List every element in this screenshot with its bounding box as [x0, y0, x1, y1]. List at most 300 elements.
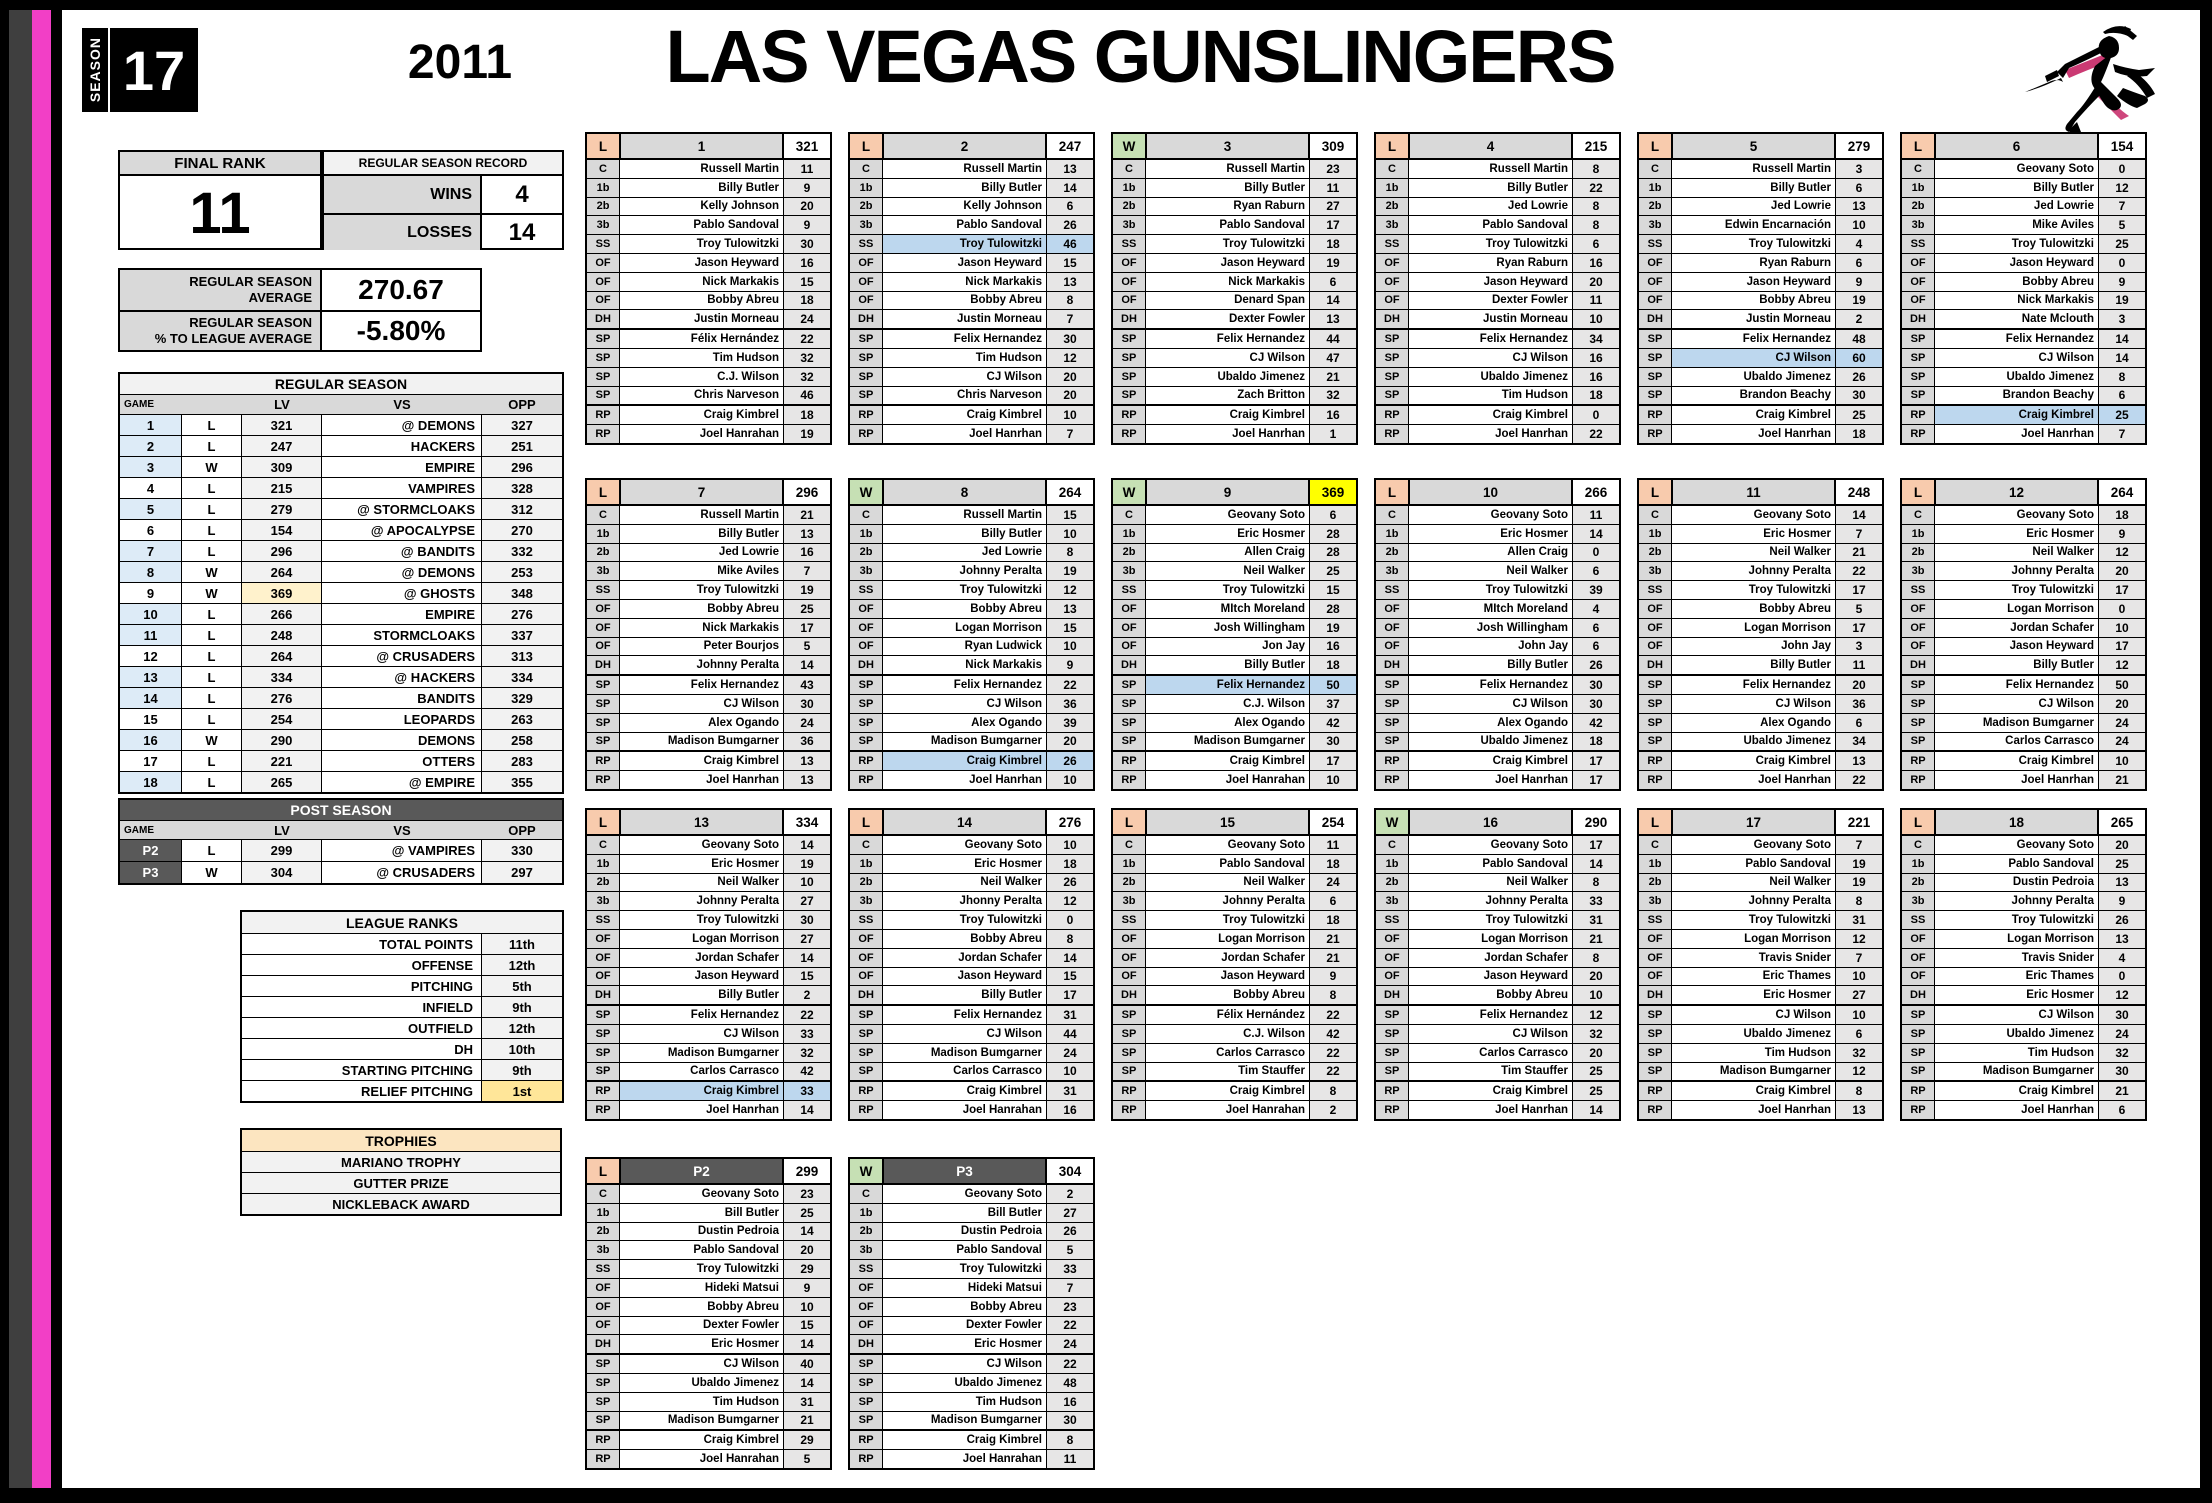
position-cell[interactable]: 1b: [1376, 179, 1409, 197]
position-cell[interactable]: SP: [1376, 733, 1409, 751]
position-cell[interactable]: OF: [587, 273, 620, 291]
position-cell[interactable]: OF: [850, 1279, 883, 1297]
player-name-cell[interactable]: Tim Hudson: [1409, 387, 1573, 405]
points-cell[interactable]: 22: [1836, 771, 1882, 789]
opp-score-cell[interactable]: 355: [482, 772, 562, 792]
position-cell[interactable]: SP: [850, 695, 883, 713]
player-name-cell[interactable]: Tim Hudson: [1672, 1044, 1836, 1062]
position-cell[interactable]: SP: [850, 1374, 883, 1392]
points-cell[interactable]: 19: [1310, 254, 1356, 272]
points-cell[interactable]: 15: [1047, 254, 1093, 272]
position-cell[interactable]: SP: [1902, 1044, 1935, 1062]
points-cell[interactable]: 6: [1310, 506, 1356, 524]
position-cell[interactable]: OF: [850, 1298, 883, 1316]
points-cell[interactable]: 16: [1573, 368, 1619, 386]
player-name-cell[interactable]: Craig Kimbrel: [620, 1431, 784, 1449]
points-cell[interactable]: 19: [1836, 292, 1882, 310]
player-name-cell[interactable]: Joel Hanrhan: [1672, 1101, 1836, 1119]
player-name-cell[interactable]: Craig Kimbrel: [1935, 406, 2099, 424]
position-cell[interactable]: SS: [587, 235, 620, 253]
player-name-cell[interactable]: Logan Morrison: [620, 930, 784, 948]
points-cell[interactable]: 20: [2099, 695, 2145, 713]
points-cell[interactable]: 33: [784, 1082, 830, 1100]
player-name-cell[interactable]: Ubaldo Jimenez: [1409, 368, 1573, 386]
position-cell[interactable]: C: [1113, 160, 1146, 178]
points-cell[interactable]: 18: [2099, 506, 2145, 524]
position-cell[interactable]: SP: [1376, 714, 1409, 732]
player-name-cell[interactable]: Troy Tulowitzki: [1935, 911, 2099, 929]
position-cell[interactable]: RP: [850, 1450, 883, 1468]
position-cell[interactable]: OF: [1639, 292, 1672, 310]
opponent-cell[interactable]: HACKERS: [322, 436, 482, 456]
points-cell[interactable]: 17: [1573, 771, 1619, 789]
player-name-cell[interactable]: Felix Hernandez: [620, 676, 784, 694]
points-cell[interactable]: 20: [784, 198, 830, 216]
player-name-cell[interactable]: Craig Kimbrel: [1672, 406, 1836, 424]
position-cell[interactable]: RP: [850, 1101, 883, 1119]
player-name-cell[interactable]: Dustin Pedroia: [883, 1223, 1047, 1241]
player-name-cell[interactable]: Russell Martin: [883, 506, 1047, 524]
points-cell[interactable]: 25: [1573, 1063, 1619, 1081]
player-name-cell[interactable]: Tim Hudson: [1935, 1044, 2099, 1062]
player-name-cell[interactable]: Justin Morneau: [883, 310, 1047, 328]
player-name-cell[interactable]: Joel Hanrahan: [1146, 771, 1310, 789]
position-cell[interactable]: OF: [850, 254, 883, 272]
position-cell[interactable]: SP: [587, 733, 620, 751]
avg-value[interactable]: 270.67: [358, 274, 444, 305]
player-name-cell[interactable]: Nick Markakis: [883, 273, 1047, 291]
game-number-cell[interactable]: 6: [1936, 134, 2099, 158]
player-name-cell[interactable]: Jason Heyward: [1146, 968, 1310, 986]
points-cell[interactable]: 13: [784, 771, 830, 789]
opponent-cell[interactable]: @ STORMCLOAKS: [322, 499, 482, 519]
result-cell[interactable]: L: [182, 751, 242, 771]
opp-score-cell[interactable]: 297: [482, 862, 562, 883]
points-cell[interactable]: 15: [1310, 581, 1356, 599]
points-cell[interactable]: 14: [784, 656, 830, 674]
points-cell[interactable]: 0: [2099, 160, 2145, 178]
rank-value-cell[interactable]: 10th: [482, 1039, 562, 1059]
player-name-cell[interactable]: Mike Aviles: [620, 562, 784, 580]
points-cell[interactable]: 5: [1836, 600, 1882, 618]
position-cell[interactable]: SP: [587, 387, 620, 405]
points-cell[interactable]: 7: [2099, 198, 2145, 216]
result-cell[interactable]: L: [587, 134, 621, 158]
player-name-cell[interactable]: Brandon Beachy: [1672, 387, 1836, 405]
points-cell[interactable]: 25: [784, 600, 830, 618]
points-cell[interactable]: 23: [1310, 160, 1356, 178]
player-name-cell[interactable]: Troy Tulowitzki: [620, 1260, 784, 1278]
position-cell[interactable]: SS: [1376, 911, 1409, 929]
position-cell[interactable]: 1b: [1376, 525, 1409, 543]
result-cell[interactable]: L: [182, 625, 242, 645]
points-cell[interactable]: 34: [1573, 330, 1619, 348]
result-cell[interactable]: W: [182, 862, 242, 883]
player-name-cell[interactable]: Chris Narveson: [620, 387, 784, 405]
points-cell[interactable]: 18: [1573, 387, 1619, 405]
player-name-cell[interactable]: Geovany Soto: [1146, 836, 1310, 854]
points-cell[interactable]: 24: [2099, 714, 2145, 732]
points-cell[interactable]: 42: [784, 1063, 830, 1081]
position-cell[interactable]: RP: [1376, 1082, 1409, 1100]
player-name-cell[interactable]: Jason Heyward: [620, 254, 784, 272]
player-name-cell[interactable]: Dustin Pedroia: [620, 1223, 784, 1241]
result-cell[interactable]: L: [1902, 134, 1936, 158]
points-cell[interactable]: 48: [1047, 1374, 1093, 1392]
result-cell[interactable]: L: [850, 134, 884, 158]
col-game[interactable]: GAME: [124, 824, 154, 836]
position-cell[interactable]: RP: [1376, 752, 1409, 770]
position-cell[interactable]: SP: [1113, 1006, 1146, 1024]
position-cell[interactable]: OF: [1113, 619, 1146, 637]
player-name-cell[interactable]: Jordan Schafer: [883, 949, 1047, 967]
player-name-cell[interactable]: Dexter Fowler: [883, 1317, 1047, 1335]
position-cell[interactable]: OF: [587, 930, 620, 948]
position-cell[interactable]: OF: [1902, 930, 1935, 948]
position-cell[interactable]: DH: [1902, 310, 1935, 328]
rank-value-cell[interactable]: 12th: [482, 1018, 562, 1038]
player-name-cell[interactable]: Eric Hosmer: [883, 855, 1047, 873]
lv-score-cell[interactable]: 264: [242, 646, 322, 666]
player-name-cell[interactable]: Neil Walker: [1672, 874, 1836, 892]
points-cell[interactable]: 7: [784, 562, 830, 580]
position-cell[interactable]: OF: [850, 292, 883, 310]
position-cell[interactable]: SP: [1113, 368, 1146, 386]
player-name-cell[interactable]: Pablo Sandoval: [1672, 855, 1836, 873]
points-cell[interactable]: 24: [1047, 1335, 1093, 1353]
position-cell[interactable]: SP: [1639, 1044, 1672, 1062]
position-cell[interactable]: SP: [1902, 676, 1935, 694]
position-cell[interactable]: SP: [1113, 387, 1146, 405]
player-name-cell[interactable]: Billy Butler: [1672, 179, 1836, 197]
position-cell[interactable]: SP: [1376, 349, 1409, 367]
points-cell[interactable]: 28: [1310, 544, 1356, 562]
player-name-cell[interactable]: Troy Tulowitzki: [1672, 911, 1836, 929]
points-cell[interactable]: 22: [1047, 1355, 1093, 1373]
game-number-cell[interactable]: 3: [1147, 134, 1310, 158]
player-name-cell[interactable]: Madison Bumgarner: [620, 1412, 784, 1430]
player-name-cell[interactable]: Bobby Abreu: [1672, 600, 1836, 618]
opp-score-cell[interactable]: 329: [482, 688, 562, 708]
player-name-cell[interactable]: Joel Hanrhan: [1935, 1101, 2099, 1119]
opponent-cell[interactable]: @ CRUSADERS: [322, 862, 482, 883]
points-cell[interactable]: 29: [784, 1431, 830, 1449]
position-cell[interactable]: C: [1639, 160, 1672, 178]
game-score-cell[interactable]: 304: [1047, 1159, 1093, 1183]
result-cell[interactable]: W: [182, 562, 242, 582]
points-cell[interactable]: 30: [1573, 676, 1619, 694]
position-cell[interactable]: SP: [587, 676, 620, 694]
points-cell[interactable]: 14: [2099, 330, 2145, 348]
position-cell[interactable]: 3b: [587, 216, 620, 234]
points-cell[interactable]: 24: [784, 310, 830, 328]
points-cell[interactable]: 40: [784, 1355, 830, 1373]
points-cell[interactable]: 10: [2099, 752, 2145, 770]
opp-score-cell[interactable]: 270: [482, 520, 562, 540]
player-name-cell[interactable]: CJ Wilson: [1935, 695, 2099, 713]
position-cell[interactable]: OF: [850, 273, 883, 291]
game-score-cell[interactable]: 215: [1573, 134, 1619, 158]
position-cell[interactable]: 1b: [587, 855, 620, 873]
points-cell[interactable]: 31: [1573, 911, 1619, 929]
position-cell[interactable]: RP: [1902, 771, 1935, 789]
position-cell[interactable]: OF: [1639, 273, 1672, 291]
points-cell[interactable]: 14: [1573, 525, 1619, 543]
player-name-cell[interactable]: Geovany Soto: [1146, 506, 1310, 524]
position-cell[interactable]: SP: [1376, 1063, 1409, 1081]
position-cell[interactable]: SP: [850, 1355, 883, 1373]
player-name-cell[interactable]: Billy Butler: [883, 986, 1047, 1004]
points-cell[interactable]: 10: [1047, 771, 1093, 789]
player-name-cell[interactable]: Jason Heyward: [883, 254, 1047, 272]
player-name-cell[interactable]: Jed Lowrie: [883, 544, 1047, 562]
points-cell[interactable]: 20: [1573, 273, 1619, 291]
position-cell[interactable]: OF: [1639, 968, 1672, 986]
game-number-cell[interactable]: 17: [1673, 810, 1836, 834]
points-cell[interactable]: 17: [1047, 986, 1093, 1004]
col-vs[interactable]: VS: [393, 822, 411, 838]
points-cell[interactable]: 18: [784, 292, 830, 310]
player-name-cell[interactable]: Bobby Abreu: [620, 1298, 784, 1316]
position-cell[interactable]: RP: [1113, 406, 1146, 424]
points-cell[interactable]: 19: [784, 855, 830, 873]
points-cell[interactable]: 27: [784, 892, 830, 910]
player-name-cell[interactable]: Joel Hanrhan: [1409, 1101, 1573, 1119]
points-cell[interactable]: 30: [784, 911, 830, 929]
game-score-cell[interactable]: 321: [784, 134, 830, 158]
player-name-cell[interactable]: Felix Hernandez: [1672, 676, 1836, 694]
player-name-cell[interactable]: Ubaldo Jimenez: [1935, 1025, 2099, 1043]
col-opp[interactable]: OPP: [508, 822, 536, 838]
losses-label[interactable]: LOSSES: [324, 215, 482, 250]
position-cell[interactable]: SP: [1902, 368, 1935, 386]
position-cell[interactable]: SP: [1113, 1063, 1146, 1081]
points-cell[interactable]: 8: [1047, 544, 1093, 562]
player-name-cell[interactable]: Bobby Abreu: [1672, 292, 1836, 310]
points-cell[interactable]: 21: [1310, 949, 1356, 967]
game-number-cell[interactable]: 2: [884, 134, 1047, 158]
position-cell[interactable]: SP: [1639, 733, 1672, 751]
game-number-cell[interactable]: 3: [120, 457, 182, 477]
player-name-cell[interactable]: Tim Hudson: [620, 349, 784, 367]
points-cell[interactable]: 30: [2099, 1006, 2145, 1024]
position-cell[interactable]: C: [1376, 506, 1409, 524]
player-name-cell[interactable]: Russell Martin: [883, 160, 1047, 178]
player-name-cell[interactable]: Neil Walker: [1409, 562, 1573, 580]
player-name-cell[interactable]: Craig Kimbrel: [620, 406, 784, 424]
player-name-cell[interactable]: Peter Bourjos: [620, 638, 784, 656]
player-name-cell[interactable]: Jason Heyward: [883, 968, 1047, 986]
position-cell[interactable]: 1b: [1902, 179, 1935, 197]
player-name-cell[interactable]: Craig Kimbrel: [1935, 1082, 2099, 1100]
player-name-cell[interactable]: Madison Bumgarner: [620, 733, 784, 751]
points-cell[interactable]: 12: [2099, 986, 2145, 1004]
position-cell[interactable]: 1b: [587, 1204, 620, 1222]
points-cell[interactable]: 30: [1310, 733, 1356, 751]
player-name-cell[interactable]: Félix Hernández: [1146, 1006, 1310, 1024]
opponent-cell[interactable]: @ DEMONS: [322, 415, 482, 435]
player-name-cell[interactable]: Geovany Soto: [1672, 506, 1836, 524]
game-number-cell[interactable]: 12: [120, 646, 182, 666]
position-cell[interactable]: SP: [850, 714, 883, 732]
points-cell[interactable]: 17: [2099, 581, 2145, 599]
player-name-cell[interactable]: John Jay: [1409, 638, 1573, 656]
player-name-cell[interactable]: Craig Kimbrel: [620, 752, 784, 770]
rank-value-cell[interactable]: 5th: [482, 976, 562, 996]
wins-value[interactable]: 4: [515, 180, 529, 208]
player-name-cell[interactable]: Felix Hernandez: [620, 1006, 784, 1024]
points-cell[interactable]: 8: [1573, 949, 1619, 967]
player-name-cell[interactable]: Ubaldo Jimenez: [1672, 368, 1836, 386]
pct-value[interactable]: -5.80%: [356, 315, 446, 346]
position-cell[interactable]: 2b: [850, 198, 883, 216]
points-cell[interactable]: 13: [1047, 600, 1093, 618]
position-cell[interactable]: 3b: [850, 216, 883, 234]
points-cell[interactable]: 12: [2099, 179, 2145, 197]
lv-score-cell[interactable]: 265: [242, 772, 322, 792]
position-cell[interactable]: RP: [1376, 425, 1409, 443]
points-cell[interactable]: 5: [784, 638, 830, 656]
points-cell[interactable]: 9: [784, 1279, 830, 1297]
points-cell[interactable]: 12: [1047, 892, 1093, 910]
position-cell[interactable]: RP: [587, 1082, 620, 1100]
points-cell[interactable]: 21: [1573, 930, 1619, 948]
player-name-cell[interactable]: CJ Wilson: [620, 1355, 784, 1373]
rank-value-cell[interactable]: 12th: [482, 955, 562, 975]
player-name-cell[interactable]: Jed Lowrie: [1935, 198, 2099, 216]
position-cell[interactable]: C: [587, 1185, 620, 1203]
points-cell[interactable]: 39: [1573, 581, 1619, 599]
points-cell[interactable]: 30: [784, 235, 830, 253]
player-name-cell[interactable]: Johnny Peralta: [620, 656, 784, 674]
position-cell[interactable]: SP: [850, 330, 883, 348]
points-cell[interactable]: 20: [1047, 368, 1093, 386]
player-name-cell[interactable]: Carlos Carrasco: [1146, 1044, 1310, 1062]
points-cell[interactable]: 6: [1310, 273, 1356, 291]
player-name-cell[interactable]: Troy Tulowitzki: [883, 235, 1047, 253]
player-name-cell[interactable]: Billy Butler: [883, 179, 1047, 197]
points-cell[interactable]: 10: [1836, 216, 1882, 234]
player-name-cell[interactable]: Jason Heyward: [1935, 254, 2099, 272]
points-cell[interactable]: 9: [2099, 273, 2145, 291]
position-cell[interactable]: OF: [1113, 292, 1146, 310]
position-cell[interactable]: SP: [1639, 714, 1672, 732]
game-score-cell[interactable]: 276: [1047, 810, 1093, 834]
rank-value-cell[interactable]: 9th: [482, 1060, 562, 1080]
points-cell[interactable]: 16: [784, 254, 830, 272]
player-name-cell[interactable]: Billy Butler: [620, 986, 784, 1004]
player-name-cell[interactable]: Felix Hernandez: [1935, 676, 2099, 694]
points-cell[interactable]: 30: [2099, 1063, 2145, 1081]
points-cell[interactable]: 22: [1573, 425, 1619, 443]
points-cell[interactable]: 43: [784, 676, 830, 694]
player-name-cell[interactable]: Neil Walker: [883, 874, 1047, 892]
points-cell[interactable]: 14: [1836, 506, 1882, 524]
player-name-cell[interactable]: Craig Kimbrel: [1146, 406, 1310, 424]
player-name-cell[interactable]: Troy Tulowitzki: [1935, 581, 2099, 599]
player-name-cell[interactable]: Joel Hanrhan: [883, 425, 1047, 443]
position-cell[interactable]: OF: [850, 600, 883, 618]
points-cell[interactable]: 21: [784, 1412, 830, 1430]
opp-score-cell[interactable]: 337: [482, 625, 562, 645]
player-name-cell[interactable]: Logan Morrison: [1409, 930, 1573, 948]
position-cell[interactable]: RP: [587, 1101, 620, 1119]
points-cell[interactable]: 12: [1047, 349, 1093, 367]
position-cell[interactable]: SS: [1376, 581, 1409, 599]
position-cell[interactable]: RP: [850, 406, 883, 424]
player-name-cell[interactable]: Nick Markakis: [1146, 273, 1310, 291]
points-cell[interactable]: 10: [1047, 525, 1093, 543]
position-cell[interactable]: OF: [1376, 949, 1409, 967]
player-name-cell[interactable]: CJ Wilson: [883, 1025, 1047, 1043]
player-name-cell[interactable]: Geovany Soto: [1672, 836, 1836, 854]
player-name-cell[interactable]: Troy Tulowitzki: [883, 911, 1047, 929]
points-cell[interactable]: 30: [784, 695, 830, 713]
position-cell[interactable]: RP: [587, 425, 620, 443]
position-cell[interactable]: DH: [1376, 986, 1409, 1004]
position-cell[interactable]: OF: [587, 968, 620, 986]
points-cell[interactable]: 9: [2099, 525, 2145, 543]
player-name-cell[interactable]: Josh Willingham: [1409, 619, 1573, 637]
points-cell[interactable]: 19: [784, 425, 830, 443]
position-cell[interactable]: OF: [1113, 600, 1146, 618]
position-cell[interactable]: OF: [1113, 949, 1146, 967]
player-name-cell[interactable]: Russell Martin: [1146, 160, 1310, 178]
col-lv[interactable]: LV: [274, 397, 290, 412]
position-cell[interactable]: RP: [1113, 752, 1146, 770]
points-cell[interactable]: 21: [1310, 930, 1356, 948]
position-cell[interactable]: 2b: [587, 544, 620, 562]
col-opp[interactable]: OPP: [508, 397, 536, 412]
position-cell[interactable]: SP: [1113, 695, 1146, 713]
position-cell[interactable]: DH: [850, 656, 883, 674]
position-cell[interactable]: SP: [587, 1044, 620, 1062]
game-score-cell[interactable]: 334: [784, 810, 830, 834]
player-name-cell[interactable]: Troy Tulowitzki: [1146, 911, 1310, 929]
points-cell[interactable]: 20: [2099, 562, 2145, 580]
player-name-cell[interactable]: Ryan Ludwick: [883, 638, 1047, 656]
rank-label-cell[interactable]: TOTAL POINTS: [242, 934, 482, 954]
opp-score-cell[interactable]: 263: [482, 709, 562, 729]
position-cell[interactable]: 3b: [850, 1241, 883, 1259]
player-name-cell[interactable]: Geovany Soto: [883, 836, 1047, 854]
player-name-cell[interactable]: Billy Butler: [1935, 656, 2099, 674]
player-name-cell[interactable]: Pablo Sandoval: [620, 216, 784, 234]
points-cell[interactable]: 3: [2099, 310, 2145, 328]
points-cell[interactable]: 11: [1836, 656, 1882, 674]
position-cell[interactable]: RP: [1639, 1101, 1672, 1119]
points-cell[interactable]: 46: [784, 387, 830, 405]
points-cell[interactable]: 31: [784, 1393, 830, 1411]
result-cell[interactable]: L: [182, 415, 242, 435]
position-cell[interactable]: 3b: [1113, 562, 1146, 580]
player-name-cell[interactable]: Johnny Peralta: [620, 892, 784, 910]
position-cell[interactable]: SP: [1639, 1025, 1672, 1043]
opponent-cell[interactable]: @ EMPIRE: [322, 772, 482, 792]
player-name-cell[interactable]: Allen Craig: [1146, 544, 1310, 562]
game-number-cell[interactable]: 9: [120, 583, 182, 603]
game-score-cell[interactable]: 264: [2099, 480, 2145, 504]
position-cell[interactable]: SS: [1113, 911, 1146, 929]
points-cell[interactable]: 11: [1573, 506, 1619, 524]
result-cell[interactable]: W: [182, 457, 242, 477]
player-name-cell[interactable]: Johnny Peralta: [1146, 892, 1310, 910]
points-cell[interactable]: 21: [1310, 368, 1356, 386]
points-cell[interactable]: 11: [1047, 1450, 1093, 1468]
position-cell[interactable]: DH: [1376, 656, 1409, 674]
player-name-cell[interactable]: Madison Bumgarner: [883, 733, 1047, 751]
points-cell[interactable]: 20: [1836, 676, 1882, 694]
